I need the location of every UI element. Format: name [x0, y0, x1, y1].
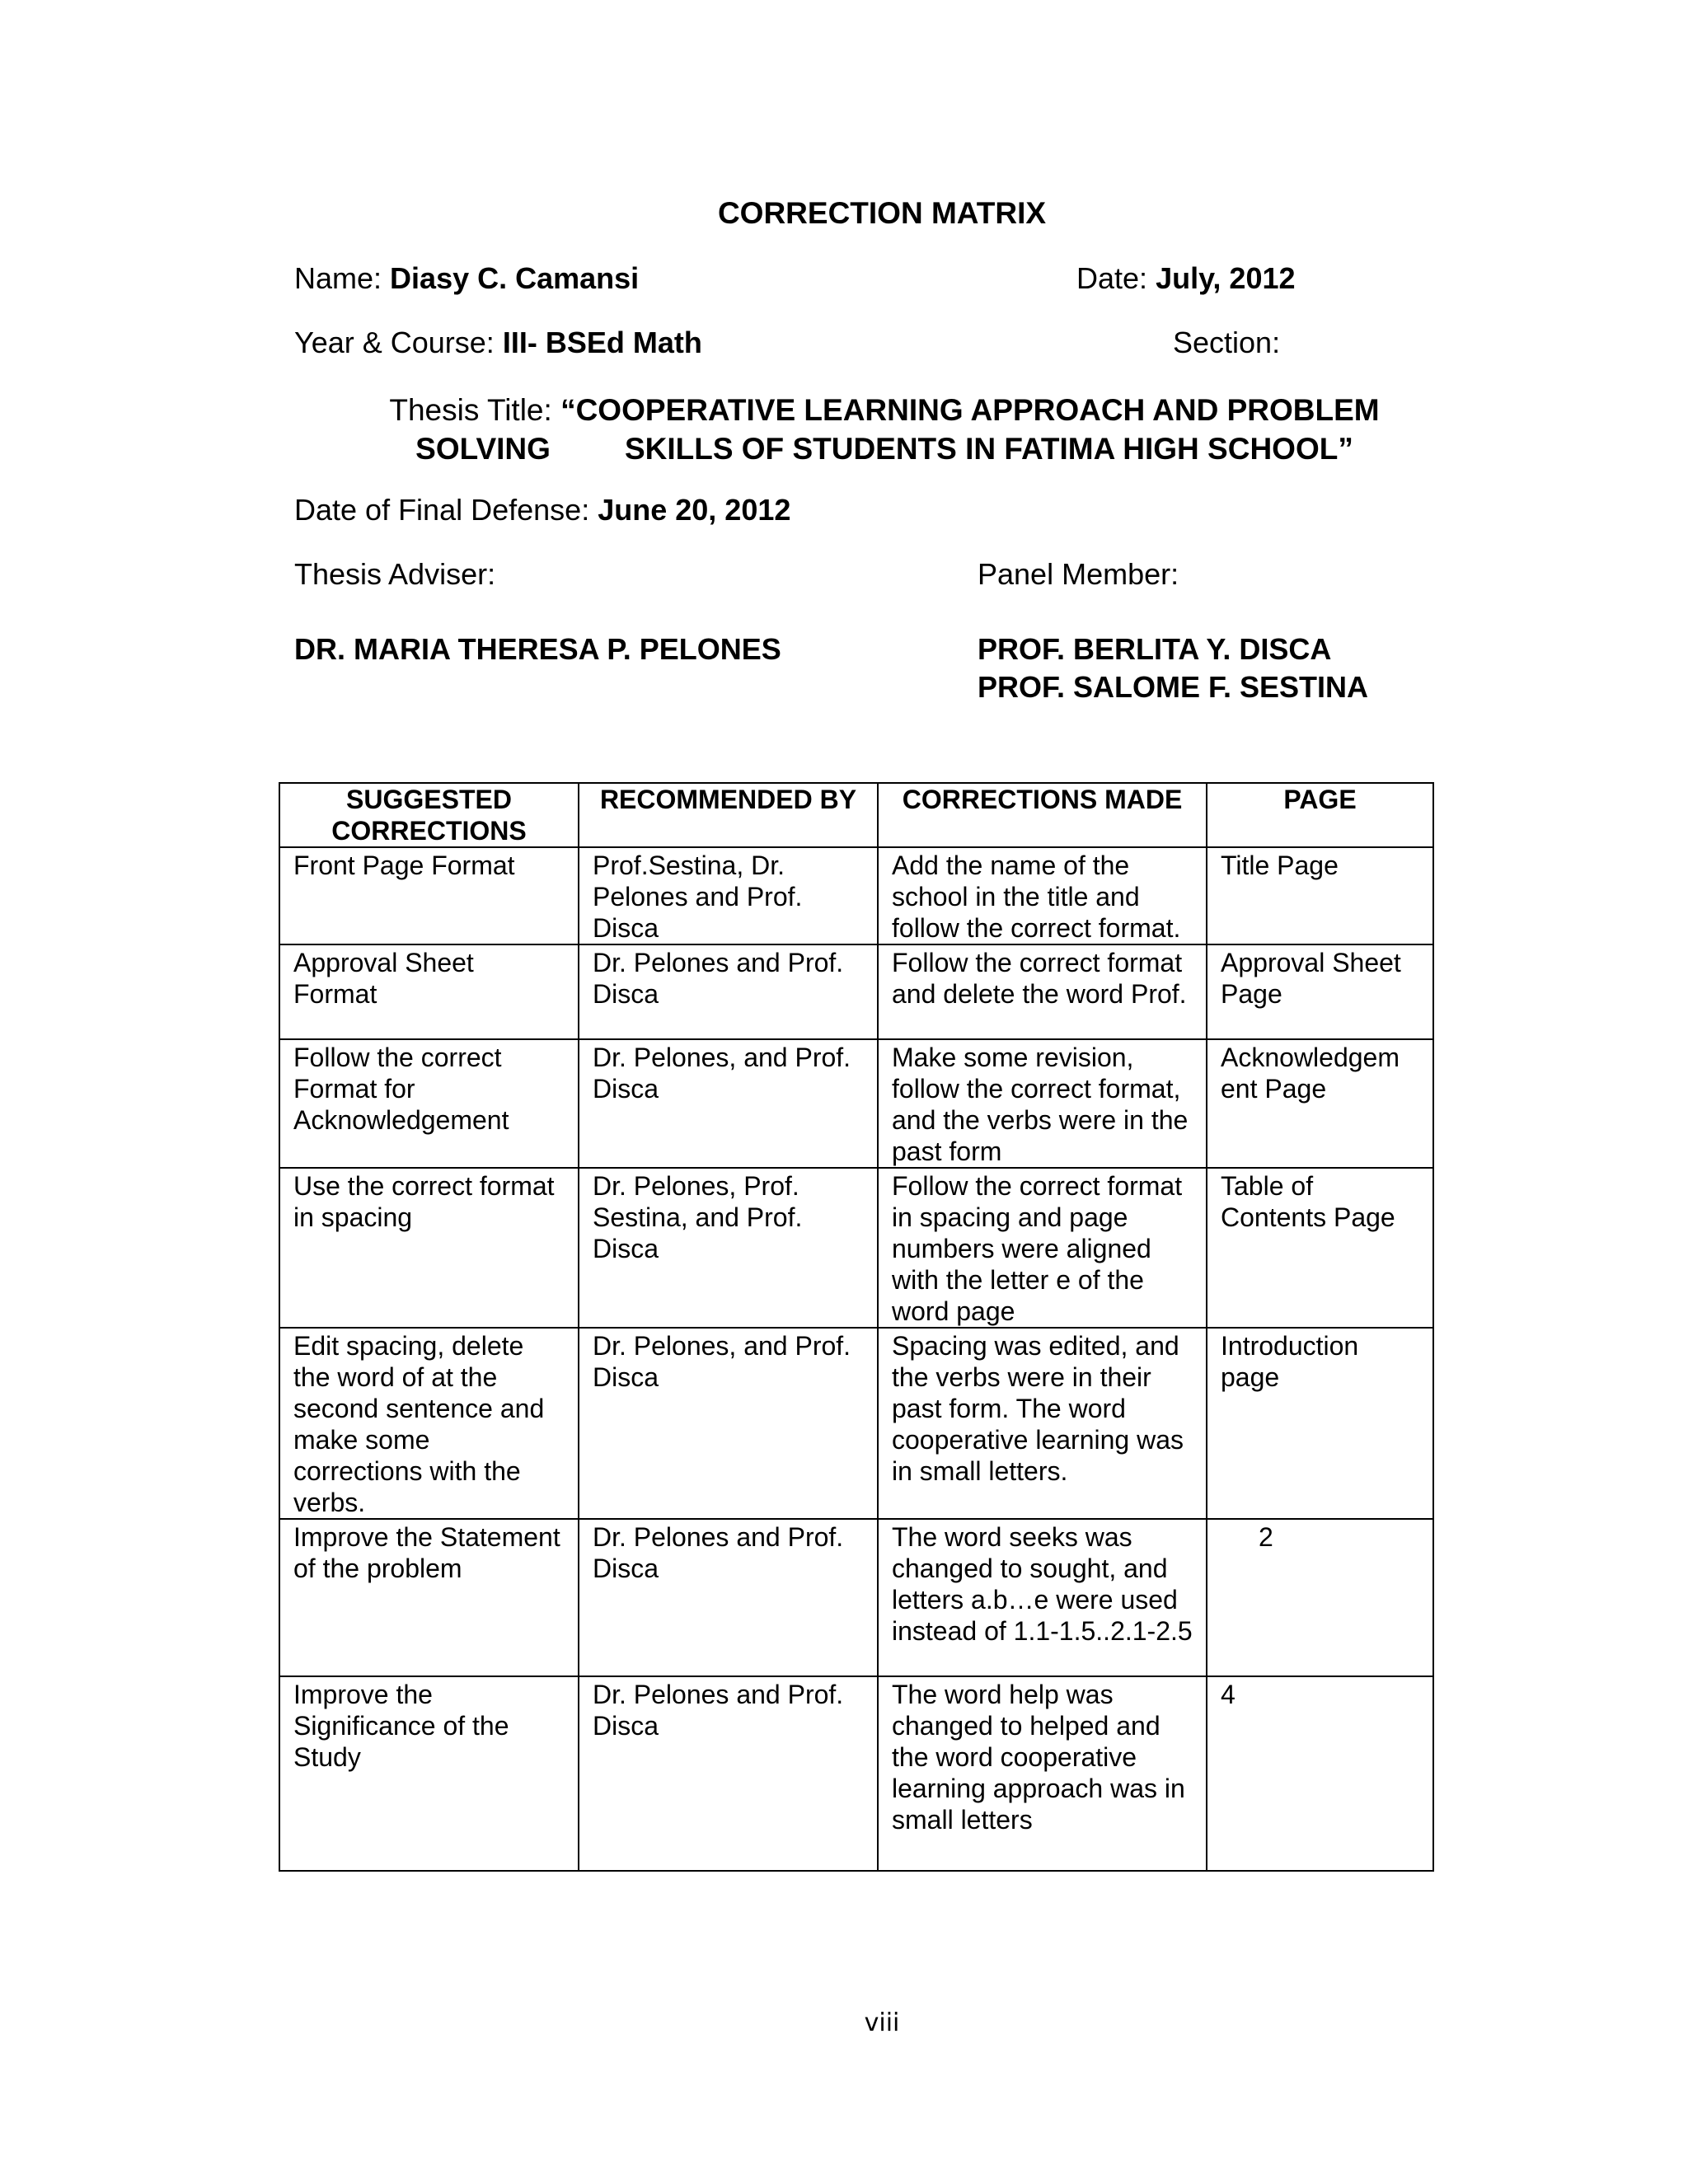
header-suggested-corrections: SUGGESTED CORRECTIONS: [279, 783, 579, 847]
panel-member-1: PROF. BERLITA Y. DISCA: [978, 632, 1332, 666]
cell-made: Make some revision, follow the correct format, and the verbs were in the past form: [878, 1039, 1207, 1168]
thesis-title-label: Thesis Title:: [389, 393, 552, 427]
section-label: Section:: [1173, 326, 1281, 359]
cell-page: Title Page: [1207, 847, 1433, 944]
table-row: [279, 1676, 1433, 1871]
cell-page: Acknowledgem ent Page: [1207, 1039, 1433, 1168]
table-row: [279, 1519, 1433, 1676]
final-defense-value: June 20, 2012: [598, 493, 791, 527]
table-row: [279, 847, 1433, 944]
table-row: [279, 944, 1433, 1039]
panel-label: Panel Member:: [978, 557, 1179, 591]
final-defense-row: [294, 492, 790, 528]
thesis-title-text-2b: SKILLS OF STUDENTS IN FATIMA HIGH SCHOOL”: [624, 432, 1353, 466]
cell-made: The word help was changed to helped and the word cooperative learning approach was in small letters: [878, 1676, 1207, 1871]
table-row: [279, 1328, 1433, 1519]
cell-suggested: Front Page Format: [279, 847, 579, 944]
name-row: [294, 260, 639, 297]
cell-recommended: Dr. Pelones and Prof. Disca: [579, 1519, 878, 1676]
cell-suggested: Use the correct format in spacing: [279, 1168, 579, 1328]
cell-made: The word seeks was changed to sought, and letters a.b…e were used instead of 1.1-1.5..2.1-2.5: [878, 1519, 1207, 1676]
date-value: July, 2012: [1156, 261, 1296, 295]
panel-member-2: PROF. SALOME F. SESTINA: [978, 670, 1369, 704]
thesis-title-line-2: [295, 429, 1474, 468]
year-course-value: III- BSEd Math: [502, 326, 702, 359]
table-row: [279, 1168, 1433, 1328]
cell-made: Spacing was edited, and the verbs were in their past form. The word cooperative learning was in small letters.: [878, 1328, 1207, 1519]
cell-made: Follow the correct format and delete the word Prof.: [878, 944, 1207, 1039]
adviser-label: Thesis Adviser:: [294, 557, 496, 591]
cell-suggested: Edit spacing, delete the word of at the second sentence and make some corrections with the verbs.: [279, 1328, 579, 1519]
cell-suggested: Approval Sheet Format: [279, 944, 579, 1039]
date-label: Date:: [1076, 261, 1148, 295]
header-corrections-made: CORRECTIONS MADE: [878, 783, 1207, 847]
cell-made: Add the name of the school in the title and follow the correct format.: [878, 847, 1207, 944]
date-row: [1076, 260, 1296, 297]
cell-page: Introduction page: [1207, 1328, 1433, 1519]
document-title: CORRECTION MATRIX: [717, 196, 1047, 230]
header-page: PAGE: [1207, 783, 1433, 847]
name-value: Diasy C. Camansi: [390, 261, 640, 295]
header-recommended-by: RECOMMENDED BY: [579, 783, 878, 847]
thesis-title-line-1: [295, 391, 1474, 429]
page-number: viii: [864, 2008, 900, 2037]
cell-page: 4: [1207, 1676, 1433, 1871]
thesis-title-block: [295, 391, 1474, 468]
cell-page: 2: [1207, 1519, 1433, 1676]
name-label: Name:: [294, 261, 382, 295]
cell-made: Follow the correct format in spacing and page numbers were aligned with the letter e of the word page: [878, 1168, 1207, 1328]
cell-recommended: Prof.Sestina, Dr. Pelones and Prof. Disca: [579, 847, 878, 944]
cell-recommended: Dr. Pelones, and Prof. Disca: [579, 1039, 878, 1168]
year-course-label: Year & Course:: [294, 326, 495, 359]
thesis-title-text-2a: SOLVING: [415, 432, 551, 466]
correction-matrix-table: [279, 782, 1434, 1872]
final-defense-label: Date of Final Defense:: [294, 493, 590, 527]
cell-recommended: Dr. Pelones, and Prof. Disca: [579, 1328, 878, 1519]
cell-page: Table of Contents Page: [1207, 1168, 1433, 1328]
adviser-name: DR. MARIA THERESA P. PELONES: [294, 632, 781, 666]
year-course-row: [294, 325, 702, 361]
cell-page: Approval Sheet Page: [1207, 944, 1433, 1039]
thesis-title-text-1: “COOPERATIVE LEARNING APPROACH AND PROBLEM: [560, 393, 1380, 427]
table-header-row: [279, 783, 1433, 847]
cell-suggested: Improve the Significance of the Study: [279, 1676, 579, 1871]
cell-suggested: Follow the correct Format for Acknowledgement: [279, 1039, 579, 1168]
cell-recommended: Dr. Pelones and Prof. Disca: [579, 1676, 878, 1871]
section-row: [1173, 325, 1280, 361]
cell-recommended: Dr. Pelones and Prof. Disca: [579, 944, 878, 1039]
cell-suggested: Improve the Statement of the problem: [279, 1519, 579, 1676]
table-row: [279, 1039, 1433, 1168]
cell-recommended: Dr. Pelones, Prof. Sestina, and Prof. Disca: [579, 1168, 878, 1328]
